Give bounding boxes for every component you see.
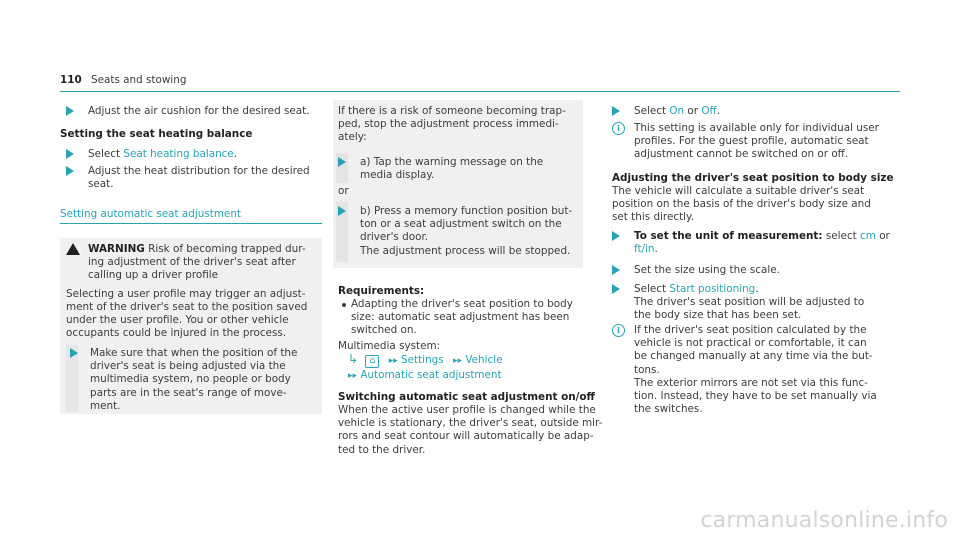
off-option-link[interactable]: Off — [701, 105, 717, 117]
warning-triangle-icon: ! — [66, 243, 80, 255]
nav-path-2 — [348, 369, 502, 383]
switching-text: When the active user profile is changed while the vehicle is stationary, the driver's seat, outside mir- rors and seat contour will automatically be adap- ted to the driver. — [338, 404, 603, 456]
on-option-link[interactable]: On — [669, 105, 685, 117]
step-arrow-icon — [338, 206, 346, 216]
section-title: Seats and stowing — [91, 74, 187, 86]
step-arrow-icon — [612, 106, 620, 116]
section-rule — [60, 223, 322, 224]
step-make-sure: Make sure that when the position of the driver's seat is being adjusted via the multimedia system, no people or body parts are in the seat's range of move- ment. — [68, 347, 297, 413]
step-arrow-icon — [612, 231, 620, 241]
warning-paragraph: Selecting a user profile may trigger an adjust- — [66, 287, 306, 300]
nav-settings-link[interactable]: Settings — [401, 354, 444, 366]
step-arrow-icon — [66, 149, 74, 159]
step-arrow-icon — [612, 265, 620, 275]
step-start-positioning: Select Start positioning. The driver's seat position will be adjusted to the body size that has been set. — [612, 283, 864, 323]
step-arrow-icon — [66, 166, 74, 176]
step-arrow-icon — [612, 284, 620, 294]
nav-automatic-seat-adjustment-link[interactable]: Automatic seat adjustment — [360, 369, 502, 381]
page-number: 110 — [60, 74, 82, 86]
adjusting-text: The vehicle will calculate a suitable driver's seat position on the basis of the driver's body size and set this directly. — [612, 185, 871, 224]
info-icon: i — [612, 122, 625, 135]
double-chevron-icon: ▸▸ — [348, 371, 358, 381]
bullet-icon — [342, 303, 346, 307]
nav-vehicle-link[interactable]: Vehicle — [465, 354, 503, 366]
header-rule — [60, 91, 900, 92]
intro-text: If there is a risk of someone becoming trap- ped, stop the adjustment process immedi- ately: — [338, 105, 566, 144]
step-arrow-icon — [338, 157, 346, 167]
heading-seat-heating-balance: Setting the seat heating balance — [60, 128, 253, 140]
page-header — [60, 74, 186, 87]
step-arrow-icon — [66, 106, 74, 116]
step-select-on-off: Select On or Off. — [612, 105, 720, 118]
return-arrow-icon: ↳ — [348, 352, 359, 366]
seat-heating-balance-link[interactable]: Seat heating balance — [123, 148, 234, 160]
watermark: carmanualsonline.info — [700, 507, 948, 533]
unit-cm-link[interactable]: cm — [860, 230, 876, 242]
home-icon[interactable]: ⌂ — [365, 355, 379, 368]
info-icon: i — [612, 324, 625, 337]
multimedia-label: Multimedia system: — [338, 340, 441, 352]
step-b-press-memory: b) Press a memory function position but- ton or a seat adjustment switch on the driver's door. The adjustment process will be stopped. — [338, 205, 572, 258]
nav-path-1 — [348, 353, 503, 368]
requirements-heading: Requirements: — [338, 285, 425, 297]
step-adjust-heat-distribution: Adjust the heat distribution for the desired seat. — [66, 165, 310, 191]
or-label: or — [338, 185, 349, 197]
step-set-size: Set the size using the scale. — [612, 264, 780, 277]
section-link-automatic-seat-adjustment[interactable]: Setting automatic seat adjustment — [60, 208, 242, 220]
double-chevron-icon: ▸▸ — [452, 356, 463, 366]
warning-block: ! WARNING Risk of becoming trapped dur- ing adjustment of the driver's seat after calling up a driver profile Selecting a user profile may trigger an adjust- ment of the driver's seat to the position saved under the user profile. You or other vehicle occupants could be injured in the process. — [66, 243, 320, 340]
step-select-seat-heating: Select Seat heating balance. — [66, 148, 237, 161]
note-guest-profile: i This setting is available only for individual user profiles. For the guest profile, automatic seat adjustment cannot be switched on or off. — [612, 122, 879, 162]
unit-ftin-link[interactable]: ft/in — [634, 243, 655, 256]
start-positioning-link[interactable]: Start positioning — [669, 283, 756, 295]
switching-heading: Switching automatic seat adjustment on/off — [338, 391, 595, 403]
adjusting-heading: Adjusting the driver's seat position to body size — [612, 172, 894, 184]
double-chevron-icon: ▸▸ — [388, 356, 398, 366]
step-adjust-air-cushion: Adjust the air cushion for the desired seat. — [66, 105, 310, 118]
step-arrow-icon — [70, 348, 78, 358]
note-manual-adjustment: i If the driver's seat position calculated by the vehicle is not practical or comfortable, it can be changed manually at any time via the but- tons. The exterior mirrors are not set via this func- tion. Instead, they have to be set manually via the switches. — [612, 324, 877, 416]
step-a-tap-warning: a) Tap the warning message on the media display. — [338, 156, 543, 182]
requirements-item: Adapting the driver's seat position to body size: automatic seat adjustment has been switched on. — [338, 298, 573, 338]
step-set-unit: To set the unit of measurement: select cm or ft/in. — [612, 230, 890, 256]
warning-label: WARNING — [88, 243, 145, 255]
